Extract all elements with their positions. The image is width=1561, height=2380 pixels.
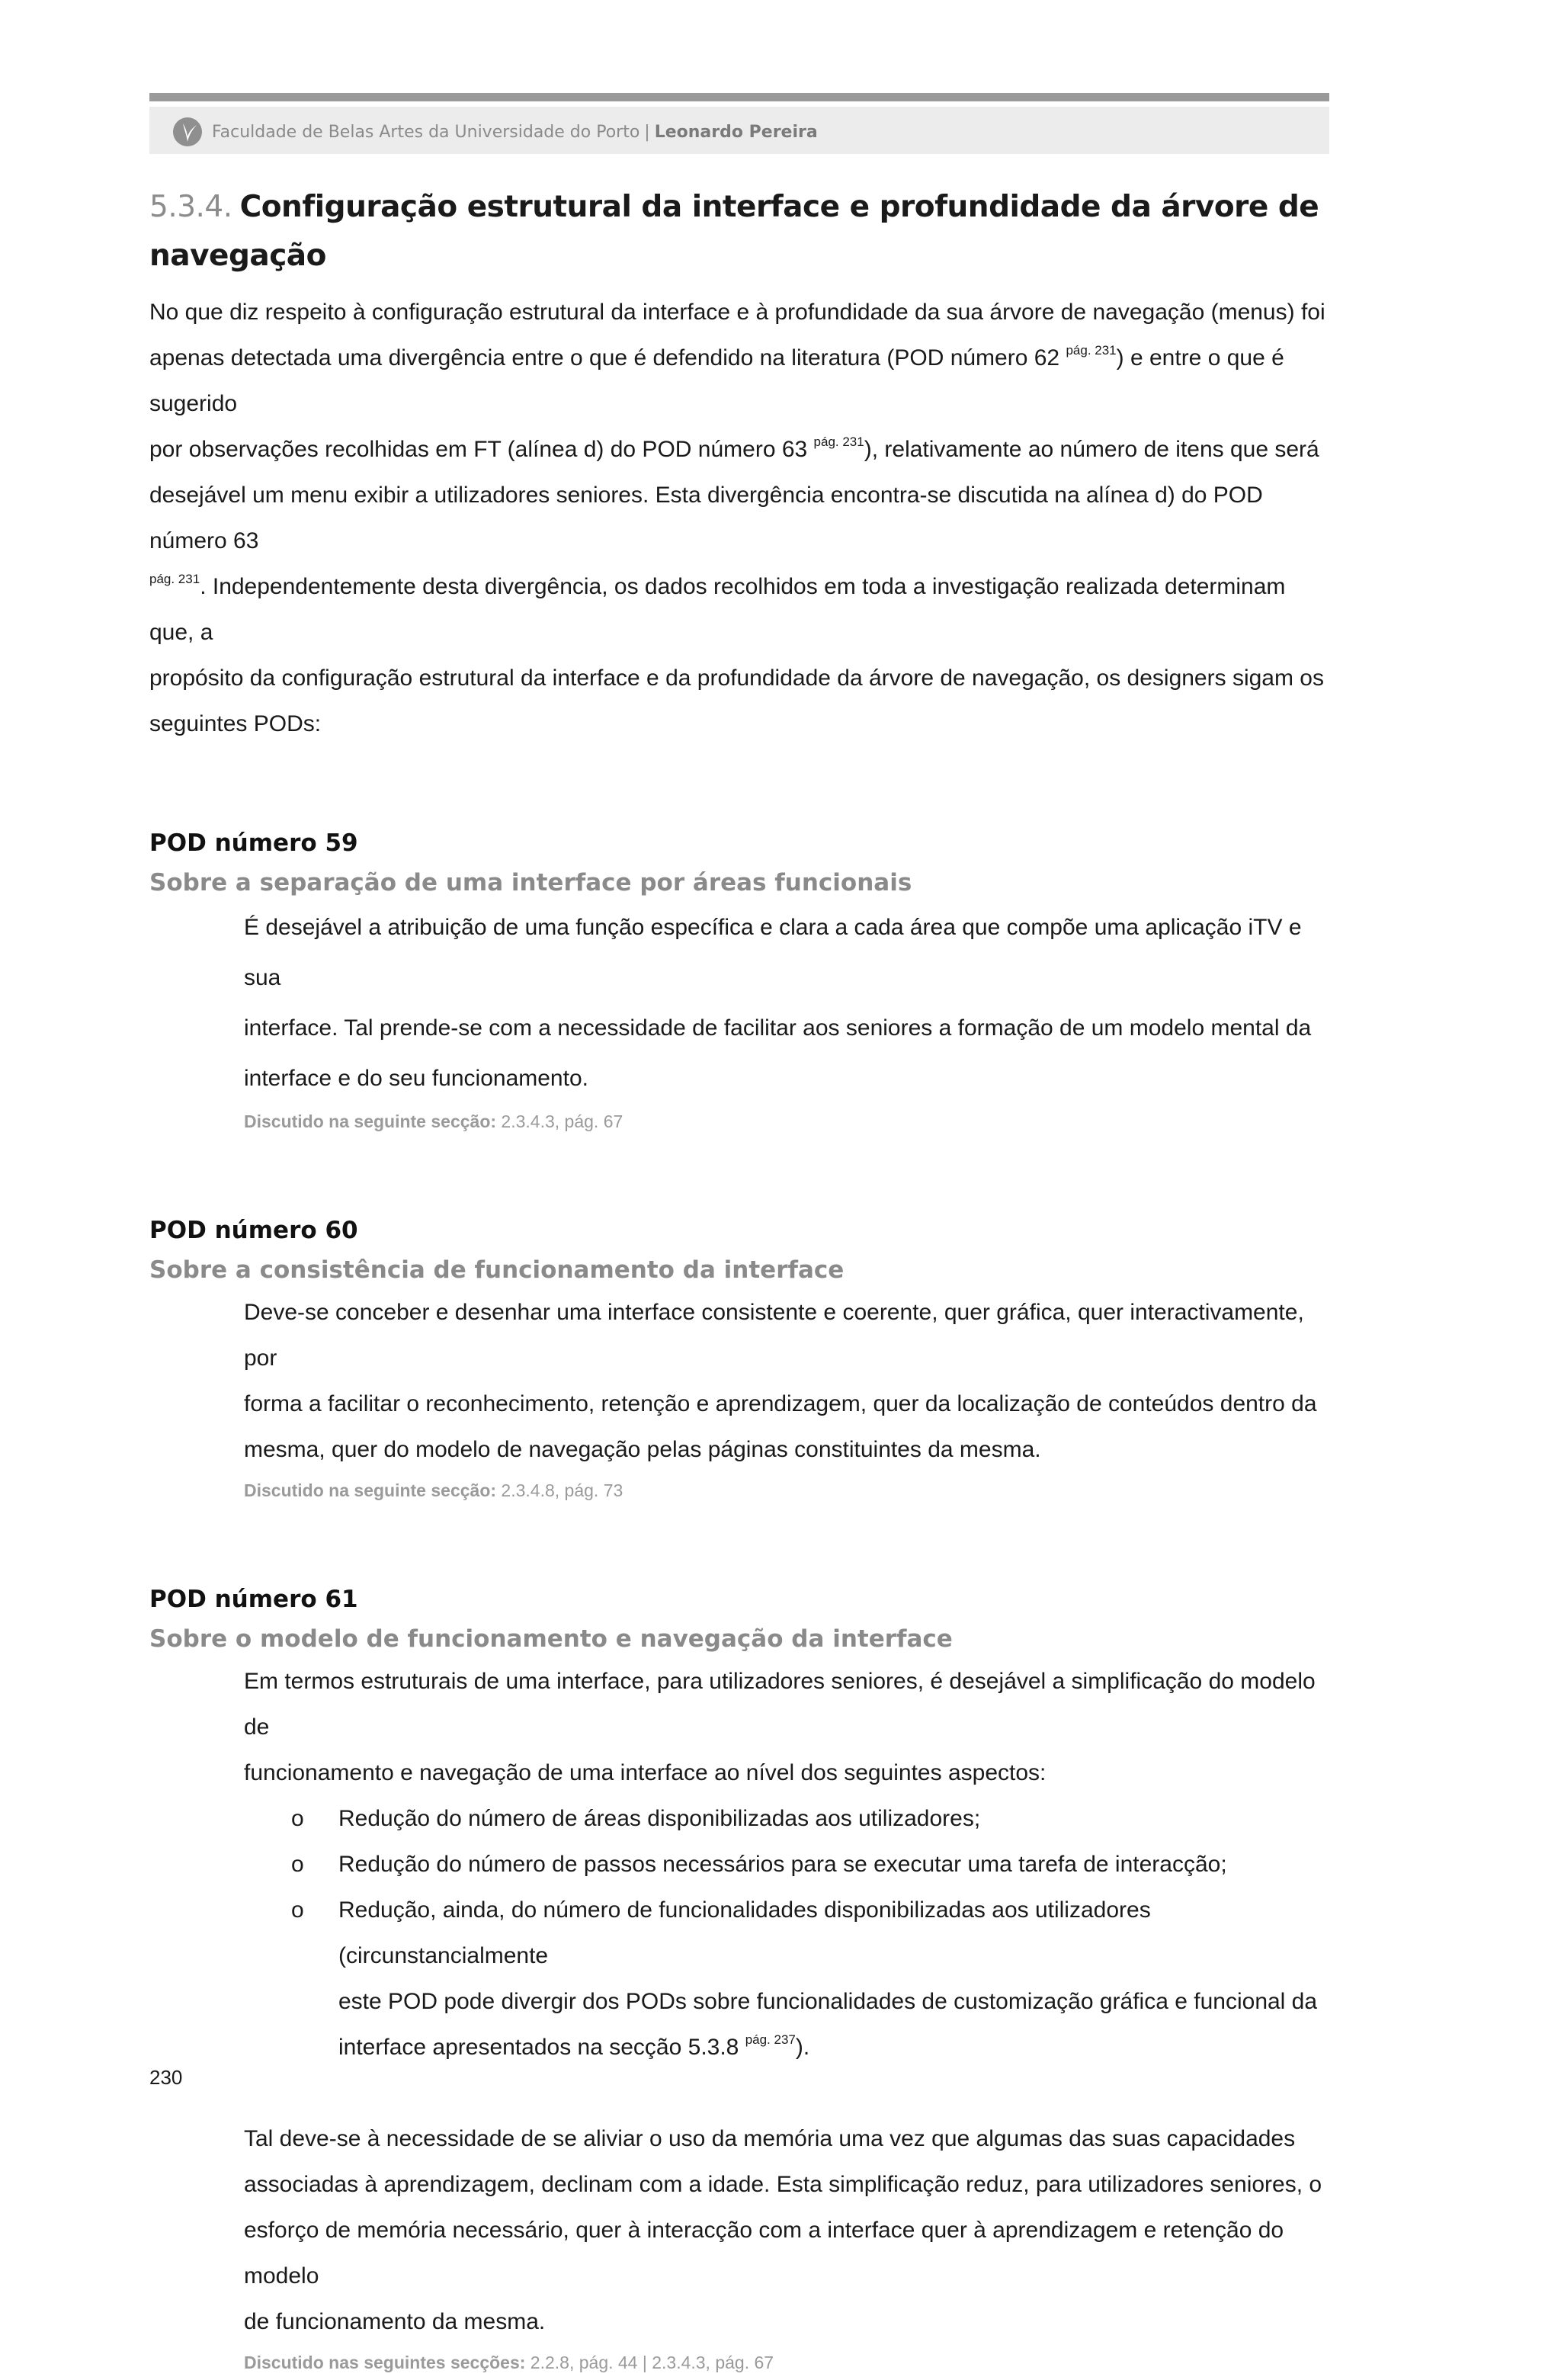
pod-body-line: mesma, quer do modelo de navegação pelas páginas constituintes da mesma. xyxy=(244,1437,1041,1462)
bullet-text: Redução, ainda, do número de funcionalidades disponibilizadas aos utilizadores (circunstancialmente xyxy=(338,1897,1151,1968)
bullet-circle-icon: o xyxy=(291,1897,304,1923)
bullet-circle-icon: o xyxy=(291,1852,304,1877)
bullet-text: Redução do número de passos necessários para se executar uma tarefa de interacção; xyxy=(338,1852,1227,1877)
pod-discussed-reference xyxy=(244,1104,1329,1139)
header-author: Leonardo Pereira xyxy=(654,123,818,142)
header-separator: | xyxy=(644,123,650,142)
pod-body xyxy=(244,1290,1329,1473)
pod-body-line: de funcionamento da mesma. xyxy=(244,2309,546,2334)
pod-body-line: Tal deve-se à necessidade de se aliviar o uso da memória uma vez que algumas das suas capacidades xyxy=(244,2126,1296,2151)
intro-line: desejável um menu exibir a utilizadores seniores. Esta divergência encontra-se discutida na alínea d) do POD número 63 xyxy=(149,483,1263,553)
pod-61 xyxy=(149,1580,1329,2380)
page-content xyxy=(149,183,1329,2380)
intro-line: apenas detectada uma divergência entre o que é defendido na literatura (POD número 62 xyxy=(149,345,1066,370)
pod-discussed-reference xyxy=(244,2345,1329,2380)
intro-line: ), relativamente ao número de itens que será xyxy=(864,437,1319,462)
list-item xyxy=(244,1796,1329,1842)
bullet-text: ). xyxy=(795,2035,810,2060)
spacer xyxy=(244,2070,1329,2116)
intro-line: ) e entre o que é sugerido xyxy=(149,345,1284,416)
discussed-ref: 2.3.4.8, pág. 73 xyxy=(496,1480,623,1500)
section-title-line1: Configuração estrutural da interface e profundidade da árvore de xyxy=(239,190,1319,224)
section-title-line2: navegação xyxy=(149,239,326,273)
discussed-label: Discutido na seguinte secção: xyxy=(244,1111,497,1131)
pod-body-line: forma a facilitar o reconhecimento, retenção e aprendizagem, quer da localização de conteúdos dentro da xyxy=(244,1391,1317,1416)
section-number: 5.3.4. xyxy=(149,190,232,224)
pod-body-line: funcionamento e navegação de uma interface ao nível dos seguintes aspectos: xyxy=(244,1760,1047,1785)
intro-paragraph xyxy=(149,290,1329,747)
pod-body-line: Em termos estruturais de uma interface, para utilizadores seniores, é desejável a simplificação do modelo de xyxy=(244,1669,1316,1740)
bullet-text: este POD pode divergir dos PODs sobre funcionalidades de customização gráfica e funcional da xyxy=(338,1989,1318,2014)
bullet-text: Redução do número de áreas disponibilizadas aos utilizadores; xyxy=(338,1806,981,1831)
page-ref-superscript: pág. 231 xyxy=(813,435,864,449)
page-ref-superscript: pág. 231 xyxy=(1066,343,1117,358)
page-ref-superscript: pág. 231 xyxy=(149,572,200,586)
pod-subtitle: Sobre a consistência de funcionamento da interface xyxy=(149,1256,845,1284)
pod-title: POD número 61 xyxy=(149,1586,358,1613)
header-rule xyxy=(149,93,1329,101)
pod-body-line: interface e do seu funcionamento. xyxy=(244,1066,588,1091)
pod-subtitle: Sobre a separação de uma interface por áreas funcionais xyxy=(149,869,912,897)
section-title xyxy=(149,183,1329,281)
list-item xyxy=(244,1888,1329,2070)
pod-title: POD número 59 xyxy=(149,829,358,857)
header-institution: Faculdade de Belas Artes da Universidade do Porto xyxy=(212,123,640,142)
pod-bullet-list xyxy=(149,1796,1329,2070)
discussed-label: Discutido na seguinte secção: xyxy=(244,1480,497,1500)
pod-subtitle: Sobre o modelo de funcionamento e navegação da interface xyxy=(149,1625,953,1653)
intro-line: . Independentemente desta divergência, os dados recolhidos em toda a investigação realizada determinam que, a xyxy=(149,574,1286,645)
discussed-ref: 2.3.4.3, pág. 67 xyxy=(496,1111,623,1131)
pod-body-line: É desejável a atribuição de uma função específica e clara a cada área que compõe uma aplicação iTV e sua xyxy=(244,915,1302,990)
pod-body xyxy=(244,903,1329,1104)
pod-59 xyxy=(149,823,1329,1139)
pod-title: POD número 60 xyxy=(149,1217,358,1244)
pod-discussed-reference xyxy=(244,1473,1329,1508)
page-ref-superscript: pág. 237 xyxy=(745,2032,796,2047)
bullet-text: interface apresentados na secção 5.3.8 xyxy=(338,2035,745,2060)
discussed-ref: 2.2.8, pág. 44 | 2.3.4.3, pág. 67 xyxy=(525,2353,774,2372)
pod-body-line: esforço de memória necessário, quer à interacção com a interface quer à aprendizagem e retenção do modelo xyxy=(244,2218,1284,2289)
page-number: 230 xyxy=(149,2066,183,2089)
pod-body xyxy=(244,1659,1329,2345)
bullet-circle-icon: o xyxy=(291,1806,304,1831)
intro-line: seguintes PODs: xyxy=(149,711,322,736)
intro-line: por observações recolhidas em FT (alínea d) do POD número 63 xyxy=(149,437,814,462)
intro-line: propósito da configuração estrutural da interface e da profundidade da árvore de navegação, os designers sigam os xyxy=(149,666,1324,691)
list-item xyxy=(244,1842,1329,1888)
discussed-label: Discutido nas seguintes secções: xyxy=(244,2353,526,2372)
pod-60 xyxy=(149,1211,1329,1508)
intro-line: No que diz respeito à configuração estrutural da interface e à profundidade da sua árvore de navegação (menus) foi xyxy=(149,300,1325,325)
fbaup-leaf-logo-icon xyxy=(172,117,203,147)
running-header xyxy=(149,93,1329,154)
pod-body-line: interface. Tal prende-se com a necessidade de facilitar aos seniores a formação de um modelo mental da xyxy=(244,1015,1312,1041)
pod-body-line: Deve-se conceber e desenhar uma interface consistente e coerente, quer gráfica, quer interactivamente, por xyxy=(244,1300,1304,1371)
header-text xyxy=(212,117,818,148)
pod-body-line: associadas à aprendizagem, declinam com a idade. Esta simplificação reduz, para utilizadores seniores, o xyxy=(244,2172,1322,2197)
